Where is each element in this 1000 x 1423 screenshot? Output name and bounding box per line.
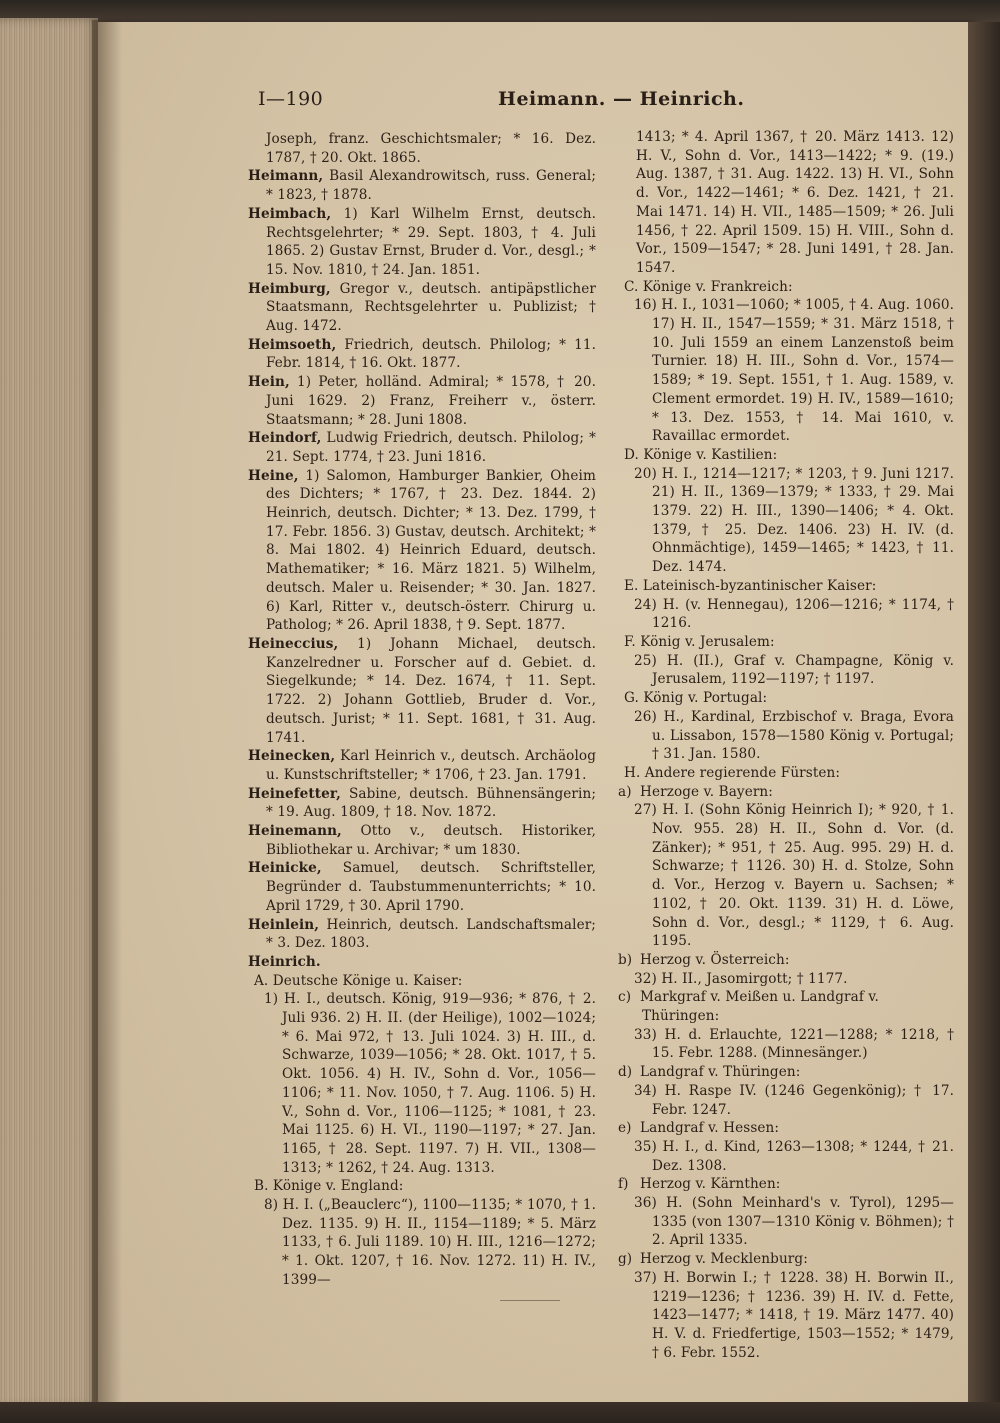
entry-headword: Heinefetter, [248, 785, 341, 802]
section-text: 16) H. I., 1031—1060; * 1005, † 4. Aug. 1060. 17) H. II., 1547—1559; * 31. März 1518, † 10. Juli 1559 an einem Lanzenstoß beim Turnier. 18) H. III., Sohn d. Vor., 1574—1589; * 19. Sept. 1551, † 1. Aug. 1589, v. Clement ermordet. 19) H. IV., 1589—1610; * 13. Dez. 1553, † 14. Mai 1610, v. Ravaillac ermordet. [634, 297, 954, 445]
section-heading: C. Könige v. Frankreich: [624, 278, 793, 295]
page-end-rule [500, 1300, 560, 1301]
subgroup-heading [618, 783, 954, 802]
section-text: 32) H. II., Jasomirgott; † 1177. [634, 970, 848, 987]
subgroup-heading [618, 951, 954, 970]
section-text: 25) H. (II.), Graf v. Champagne, König v. Jerusalem, 1192—1197; † 1197. [634, 652, 954, 688]
entry-text: Otto v., deutsch. Historiker, Bibliothekar u. Archivar; * um 1830. [266, 823, 596, 858]
entry-text: Basil Alexandrowitsch, russ. General; * 1823, † 1878. [266, 168, 596, 204]
subgroup-title: Herzog v. Kärnthen: [640, 1176, 781, 1193]
subgroup-heading [618, 1063, 954, 1082]
subgroup-letter: g) [618, 1251, 633, 1268]
dictionary-entry [248, 859, 596, 915]
dictionary-entry [248, 747, 596, 784]
entry-text: 1) Salomon, Hamburger Bankier, Oheim des Dichters; * 1767, † 23. Dez. 1844. 2) Heinrich, deutsch. Dichter; * 13. Dez. 1799, † 17. Febr. 1856. 3) Gustav, deutsch. Architekt; * 8. Mai 1802. 4) Heinrich Eduard, deutsch. Mathematiker; * 16. März 1821. 5) Wilhelm, deutsch. Maler u. Reisender; * 30. Jan. 1827. 6) Karl, Ritter v., deutsch-österr. Chirurg u. Patholog; * 26. April 1838, † 9. Sept. 1877. [266, 467, 596, 634]
dictionary-entry [248, 167, 596, 204]
continued-text: 1413; * 4. April 1367, † 20. März 1413. 12) H. V., Sohn d. Vor., 1413—1422; * 9. (19.) Aug. 1387, † 31. Aug. 1422. 13) H. VI., Sohn d. Vor., 1422—1461; * 6. Dez. 1421, † 21. Mai 1471. 14) H. VII., 1485—1509; * 26. Juli 1456, † 22. April 1509. 15) H. VIII., Sohn d. Vor., 1509—1547; * 28. Juni 1491, † 28. Jan. 1547. [636, 129, 954, 276]
section-text: 26) H., Kardinal, Erzbischof v. Braga, Evora u. Lissabon, 1578—1580 König v. Portugal; † 31. Jan. 1580. [634, 708, 954, 763]
subgroup-title: Landgraf v. Hessen: [640, 1120, 780, 1137]
subgroup-title: Herzog v. Österreich: [640, 951, 790, 968]
dictionary-entry [248, 635, 596, 747]
subgroup-title: Herzog v. Mecklenburg: [640, 1251, 808, 1268]
right-column [618, 128, 954, 1362]
subgroup-title: Markgraf v. Meißen u. Landgraf v. Thüringen: [640, 989, 879, 1025]
entry-headword: Heineccius, [248, 635, 339, 652]
section-text: 27) H. I. (Sohn König Heinrich I); * 920, † 1. Nov. 955. 28) H. II., Sohn d. Vor. (d. Zänker); * 951, † 25. Aug. 995. 29) H. d. Schwarze; † 1126. 30) H. d. Stolze, Sohn d. Vor., Herzog v. Bayern u. Sachsen; * 1102, † 20. Okt. 1139. 31) H. d. Löwe, Sohn d. Vor., desgl.; * 1129, † 6. Aug. 1195. [634, 802, 954, 950]
continued-text: Joseph, franz. Geschichtsmaler; * 16. Dez. 1787, † 20. Okt. 1865. [266, 131, 596, 166]
dictionary-entry [248, 336, 596, 373]
section-text: 20) H. I., 1214—1217; * 1203, † 9. Juni 1217. 21) H. II., 1369—1379; * 1333, † 29. Mai 1379. 22) H. III., 1390—1406; * 4. Okt. 1379, † 25. Dez. 1406. 23) H. IV. (d. Ohnmächtige), 1459—1465; * 1423, † 11. Dez. 1474. [634, 465, 954, 576]
section-text: 33) H. d. Erlauchte, 1221—1288; * 1218, † 15. Febr. 1288. (Minnesänger.) [634, 1026, 954, 1062]
entry-text: Friedrich, deutsch. Philolog; * 11. Febr. 1814, † 16. Okt. 1877. [266, 336, 596, 372]
section-text: 1) H. I., deutsch. König, 919—936; * 876, † 2. Juli 936. 2) H. II. (der Heilige), 1002—1024; * 6. Mai 972, † 13. Juli 1024. 3) H. III., d. Schwarze, 1039—1056; * 28. Okt. 1017, † 5. Okt. 1056. 4) H. IV., Sohn d. Vor., 1056—1106; * 11. Nov. 1050, † 7. Aug. 1106. 5) H. V., Sohn d. Vor., 1106—1125; * 1081, † 23. Mai 1125. 6) H. VI., 1190—1197; * 27. Jan. 1165, † 28. Sept. 1197. 7) H. VII., 1308—1313; * 1262, † 24. Aug. 1313. [264, 991, 596, 1176]
subgroup-letter: d) [618, 1064, 633, 1081]
book-bottom-edge [0, 1402, 1000, 1423]
subgroup-heading [618, 1250, 954, 1269]
entry-headword: Heine, [248, 467, 299, 484]
entry-text: Gregor v., deutsch. antipäpstlicher Staatsmann, Rechtsgelehrter u. Publizist; † Aug. 1472. [266, 280, 596, 335]
dictionary-entry [248, 953, 596, 972]
entry-headword: Heimbach, [248, 205, 332, 222]
dictionary-entry [248, 373, 596, 429]
page-stack-edge [0, 18, 98, 1408]
subgroup-heading [618, 1175, 954, 1194]
entry-headword: Heinecken, [248, 748, 336, 765]
subgroup-letter: a) [618, 783, 632, 800]
subgroup-heading [618, 988, 954, 1025]
spine-shadow [92, 20, 122, 1405]
running-head [258, 88, 938, 118]
page-number: I—190 [258, 88, 324, 110]
section-heading: G. König v. Portugal: [624, 690, 768, 707]
entry-text: Sabine, deutsch. Bühnensängerin; * 19. Aug. 1809, † 18. Nov. 1872. [266, 785, 596, 821]
subgroup-letter: e) [618, 1120, 632, 1137]
entry-headword: Heinicke, [248, 860, 322, 877]
subgroup-letter: c) [618, 989, 632, 1006]
entry-headword: Heimburg, [248, 280, 331, 297]
book-top-edge [0, 0, 1000, 24]
entry-headword: Heindorf, [248, 430, 322, 447]
entry-text: 1) Karl Wilhelm Ernst, deutsch. Rechtsgelehrter; * 29. Sept. 1803, † 4. Juli 1865. 2) Gustav Ernst, Bruder d. Vor., desgl.; * 15. Nov. 1810, † 24. Jan. 1851. [266, 205, 596, 278]
section-heading: H. Andere regierende Fürsten: [624, 764, 841, 781]
dictionary-entry [248, 280, 596, 336]
entry-headword: Heinemann, [248, 823, 342, 840]
dictionary-entry [248, 429, 596, 466]
section-heading: D. Könige v. Kastilien: [624, 446, 778, 463]
book-right-edge [968, 22, 1000, 1402]
entry-text: Heinrich, deutsch. Landschaftsmaler; * 3. Dez. 1803. [266, 916, 596, 952]
section-text: 8) H. I. („Beauclerc“), 1100—1135; * 1070, † 1. Dez. 1135. 9) H. II., 1154—1189; * 5. März 1133, † 6. Juli 1189. 10) H. III., 1216—1272; * 1. Okt. 1207, † 16. Nov. 1272. 11) H. IV., 1399— [264, 1197, 596, 1288]
entry-text: 1) Peter, holländ. Admiral; * 1578, † 20. Juni 1629. 2) Franz, Freiherr v., österr. Staatsmann; * 28. Juni 1808. [266, 374, 596, 428]
entry-text: Karl Heinrich v., deutsch. Archäolog u. Kunstschriftsteller; * 1706, † 23. Jan. 1791. [266, 748, 596, 783]
dictionary-entry [248, 785, 596, 822]
dictionary-entry [248, 205, 596, 280]
entry-text: Samuel, deutsch. Schriftsteller, Begründer d. Taubstummenunterrichts; * 10. April 1729, † 30. April 1790. [266, 860, 596, 914]
dictionary-entry [248, 467, 596, 635]
entry-text: Ludwig Friedrich, deutsch. Philolog; * 21. Sept. 1774, † 23. Juni 1816. [266, 430, 596, 465]
left-column [248, 130, 596, 1290]
dictionary-entry [248, 822, 596, 859]
entry-headword: Hein, [248, 374, 290, 391]
section-heading: F. König v. Jerusalem: [624, 633, 775, 650]
section-text: 35) H. I., d. Kind, 1263—1308; * 1244, † 21. Dez. 1308. [634, 1138, 954, 1174]
subgroup-heading [618, 1119, 954, 1138]
section-text: 36) H. (Sohn Meinhard's v. Tyrol), 1295—1335 (von 1307—1310 König v. Böhmen); † 2. April 1335. [634, 1195, 954, 1249]
running-head-title: Heimann. — Heinrich. [498, 88, 745, 110]
entry-headword: Heimsoeth, [248, 336, 337, 353]
section-heading: E. Lateinisch-byzantinischer Kaiser: [624, 577, 877, 594]
section-heading: A. Deutsche Könige u. Kaiser: [254, 972, 463, 989]
subgroup-letter: b) [618, 951, 633, 968]
subgroup-letter: f) [618, 1176, 629, 1193]
entry-headword: Heimann, [248, 168, 324, 185]
subgroup-title: Landgraf v. Thüringen: [640, 1064, 801, 1081]
entry-headword: Heinrich. [248, 953, 321, 970]
section-text: 34) H. Raspe IV. (1246 Gegenkönig); † 17. Febr. 1247. [634, 1082, 954, 1118]
section-text: 37) H. Borwin I.; † 1228. 38) H. Borwin II., 1219—1236; † 1236. 39) H. IV. d. Fette, 1423—1477; * 1418, † 19. März 1477. 40) H. V. d. Friedfertige, 1503—1552; * 1479, † 6. Febr. 1552. [634, 1269, 954, 1361]
section-text: 24) H. (v. Hennegau), 1206—1216; * 1174, † 1216. [634, 596, 954, 632]
dictionary-entry [248, 916, 596, 953]
subgroup-title: Herzoge v. Bayern: [640, 783, 773, 800]
entry-text: 1) Johann Michael, deutsch. Kanzelredner u. Forscher auf d. Gebiet. d. Siegelkunde; * 14. Dez. 1674, † 11. Sept. 1722. 2) Johann Gottlieb, Bruder d. Vor., deutsch. Jurist; * 11. Sept. 1681, † 31. Aug. 1741. [266, 635, 596, 746]
entry-headword: Heinlein, [248, 916, 320, 933]
section-heading: B. Könige v. England: [254, 1178, 404, 1195]
